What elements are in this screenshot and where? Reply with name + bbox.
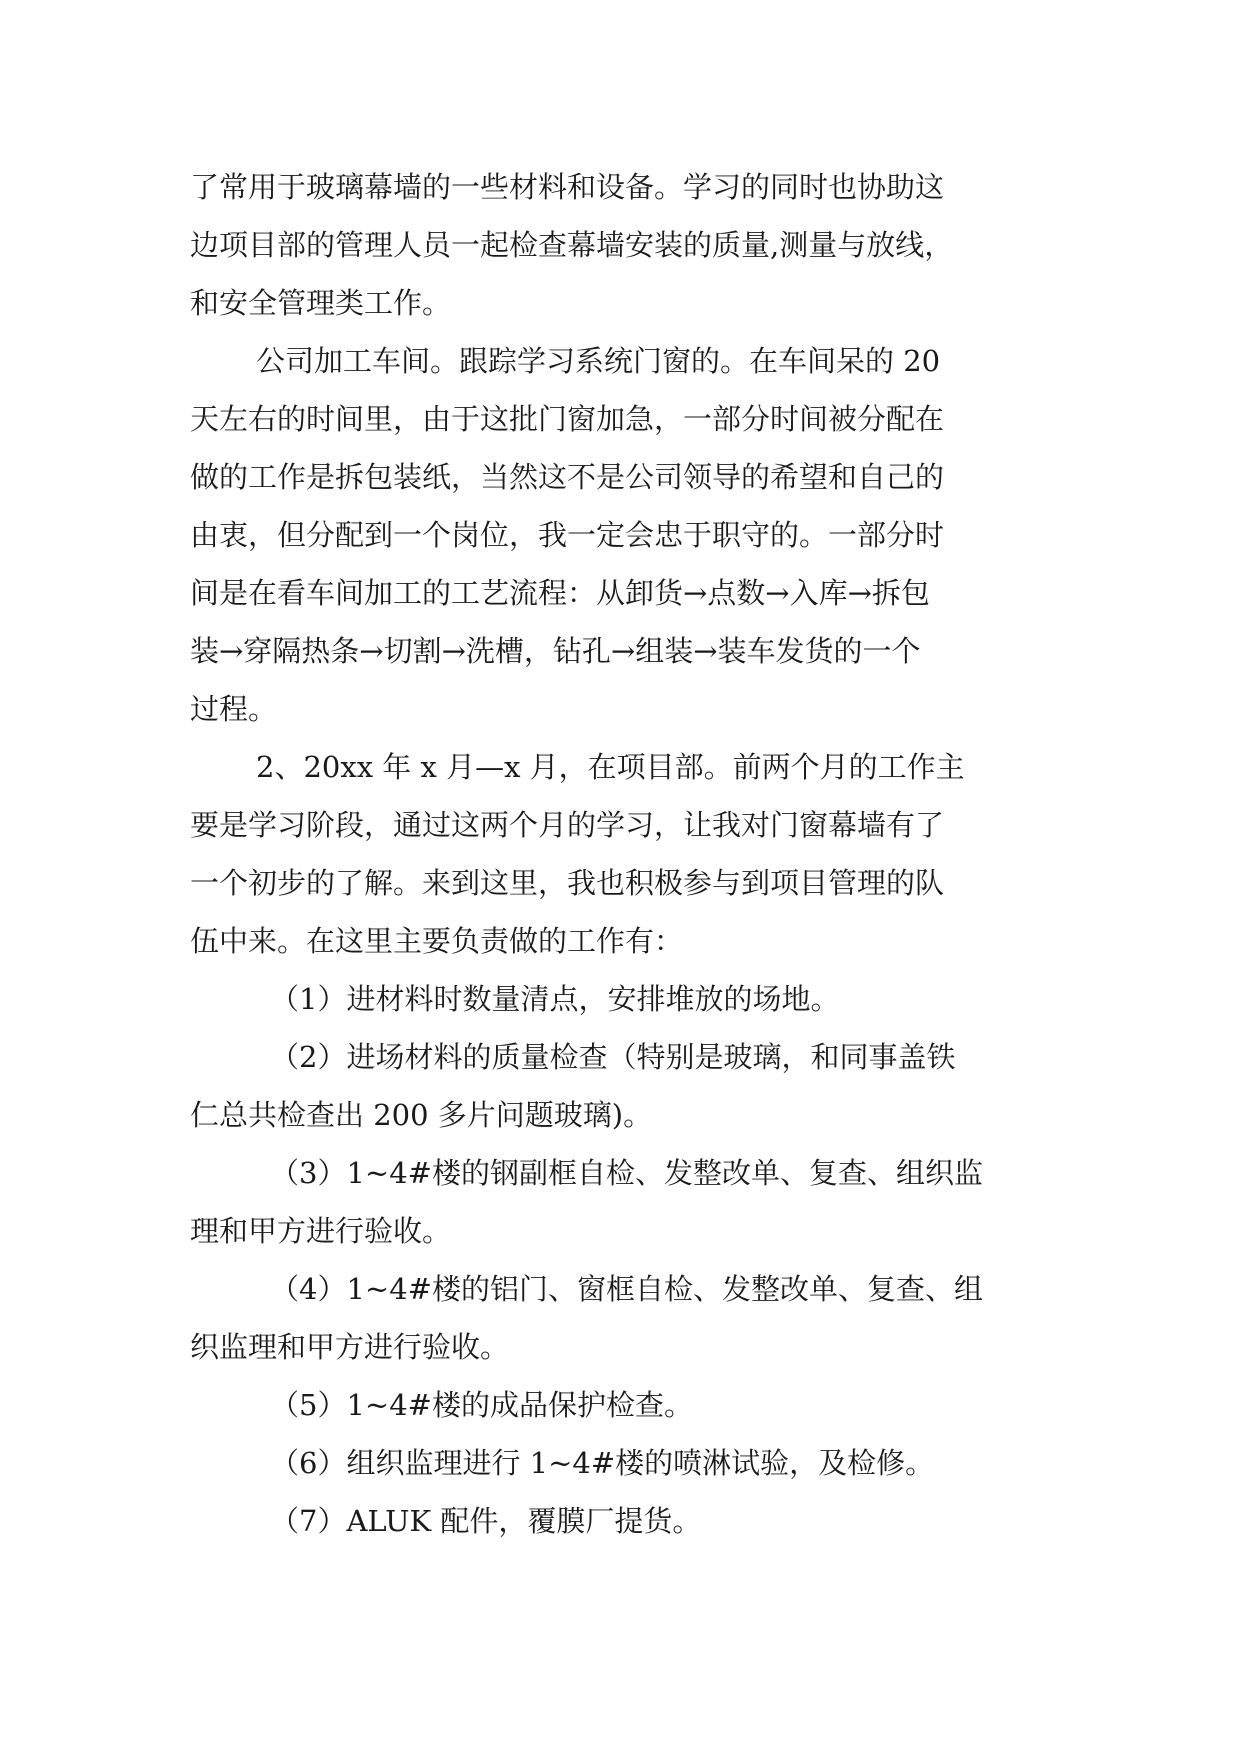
list-item: （4）1~4#楼的铝门、窗框自检、发整改单、复查、组 [270,1272,983,1306]
list-item-continuation: 理和甲方进行验收。 [190,1214,452,1248]
list-item: （5）1~4#楼的成品保护检查。 [270,1388,693,1422]
list-item-continuation: 织监理和甲方进行验收。 [190,1330,510,1364]
text-line: 装→穿隔热条→切割→洗槽，钻孔→组装→装车发货的一个 [190,634,921,668]
text-line: 过程。 [190,692,278,726]
text-line: 要是学习阶段，通过这两个月的学习，让我对门窗幕墙有了 [190,808,945,842]
text-line: 伍中来。在这里主要负责做的工作有： [190,924,684,958]
list-item: （7）ALUK 配件，覆膜厂提货。 [270,1504,702,1538]
body-text [190,158,1090,1550]
text-line: 了常用于玻璃幕墙的一些材料和设备。学习的同时也协助这 [190,170,945,204]
text-line: 由衷，但分配到一个岗位，我一定会忠于职守的。一部分时 [190,518,945,552]
text-line: 一个初步的了解。来到这里，我也积极参与到项目管理的队 [190,866,945,900]
text-line: 边项目部的管理人员一起检查幕墙安装的质量,测量与放线， [190,228,954,262]
text-line: 间是在看车间加工的工艺流程：从卸货→点数→入库→拆包 [190,576,930,610]
list-item: （6）组织监理进行 1~4#楼的喷淋试验，及检修。 [270,1446,935,1480]
paragraph-start-line: 公司加工车间。跟踪学习系统门窗的。在车间呆的 20 [256,344,941,378]
text-line: 和安全管理类工作。 [190,286,452,320]
text-line: 天左右的时间里，由于这批门窗加急，一部分时间被分配在 [190,402,945,436]
list-item-continuation: 仁总共检查出 200 多片问题玻璃)。 [190,1098,653,1132]
paragraph-start-line: 2、20xx 年 x 月—x 月，在项目部。前两个月的工作主 [256,750,965,784]
text-line: 做的工作是拆包装纸，当然这不是公司领导的希望和自己的 [190,460,945,494]
list-item: （2）进场材料的质量检查（特别是玻璃，和同事盖铁 [270,1040,956,1074]
list-item: （3）1~4#楼的钢副框自检、发整改单、复查、组织监 [270,1156,983,1190]
list-item: （1）进材料时数量清点，安排堆放的场地。 [270,982,840,1016]
